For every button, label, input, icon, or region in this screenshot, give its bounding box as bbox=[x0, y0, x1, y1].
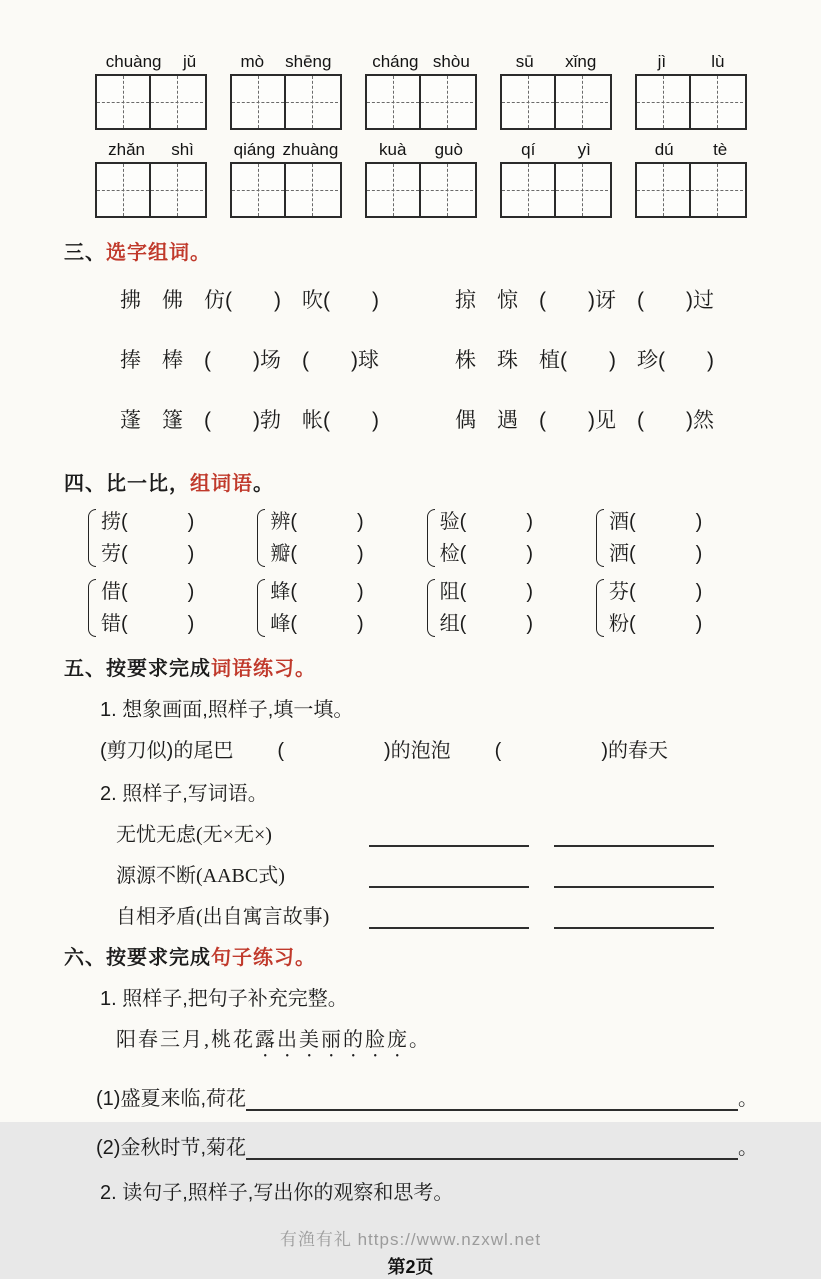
pair-bracket bbox=[427, 509, 435, 567]
pinyin-word-group bbox=[95, 48, 207, 130]
example-sentence bbox=[116, 1023, 821, 1062]
answer-blank bbox=[369, 907, 529, 929]
tianzige-cell bbox=[689, 76, 743, 128]
word-example bbox=[116, 859, 369, 888]
tianzige-cell bbox=[637, 164, 689, 216]
pair-bracket bbox=[596, 579, 604, 637]
pair-character: 借 bbox=[101, 581, 121, 603]
blank-parens: ( ) bbox=[628, 543, 703, 565]
word-choice-group: 偶 遇 ( )见 ( )然 bbox=[455, 409, 714, 432]
pinyin-syllable: lù bbox=[711, 52, 725, 71]
blank-parens: ( ) bbox=[628, 581, 703, 603]
blank-parens: ( ) bbox=[121, 581, 195, 603]
pair-top-line bbox=[440, 576, 533, 608]
pair-bracket bbox=[88, 509, 96, 567]
sentence-stem: (2)金秋时节,菊花 bbox=[96, 1137, 246, 1159]
pair-bottom-line bbox=[270, 538, 363, 570]
section5-item1-label: 1. 想象画面,照样子,填一填。 bbox=[100, 699, 354, 721]
pair-top-line bbox=[609, 576, 702, 608]
blank-parens: ( ) bbox=[628, 511, 703, 533]
fill-example: (剪刀似)的尾巴 bbox=[100, 740, 234, 762]
section-title-black: 比一比， bbox=[106, 473, 190, 495]
pair-bottom-line bbox=[270, 608, 363, 640]
section-number: 五、 bbox=[64, 658, 106, 680]
section-number: 四、 bbox=[64, 473, 106, 495]
answer-blank bbox=[369, 825, 529, 847]
pinyin-word-group bbox=[365, 48, 477, 130]
blank-parens: ( ) bbox=[459, 613, 533, 635]
pinyin-syllable: mò bbox=[240, 52, 265, 71]
section4-body bbox=[0, 506, 821, 640]
pinyin-syllable: jǔ bbox=[183, 52, 197, 71]
section4-heading bbox=[64, 467, 821, 496]
pinyin-row-1 bbox=[95, 48, 747, 130]
example-word: 自相矛盾 bbox=[116, 906, 196, 928]
pair-bracket bbox=[427, 579, 435, 637]
pinyin-row-2 bbox=[95, 136, 747, 218]
tianzige-cell bbox=[97, 76, 149, 128]
sentence-completion-line bbox=[96, 1131, 758, 1160]
word-choice-group: 捧 棒 ( )场 ( )球 bbox=[120, 349, 379, 372]
pinyin-syllable: qiáng bbox=[233, 140, 276, 159]
sentence-end: 。 bbox=[738, 1088, 758, 1110]
pinyin-word-group bbox=[230, 48, 342, 130]
writing-grid bbox=[500, 74, 612, 130]
pinyin-word-group bbox=[635, 48, 747, 130]
answer-blank bbox=[554, 907, 714, 929]
tianzige-cell bbox=[367, 76, 419, 128]
section6-item1-label: 1. 照样子,把句子补充完整。 bbox=[100, 988, 348, 1010]
section3-heading bbox=[64, 236, 821, 265]
tianzige-cell bbox=[689, 164, 743, 216]
pinyin-word-group bbox=[95, 136, 207, 218]
pair-bottom-line bbox=[101, 608, 194, 640]
blank-parens: ( ) bbox=[459, 511, 533, 533]
pair-character: 峰 bbox=[270, 613, 291, 635]
site-watermark: 有渔有礼 https://www.nzxwl.net bbox=[279, 1230, 542, 1249]
pair-character: 瓣 bbox=[270, 543, 291, 565]
blank-parens: ( ) bbox=[459, 581, 533, 603]
pair-top-line bbox=[101, 576, 194, 608]
pair-bottom-line bbox=[609, 608, 702, 640]
tianzige-cell bbox=[284, 164, 338, 216]
sentence-prefix: 阳春三月,桃花 bbox=[116, 1029, 255, 1051]
pinyin-syllable: chuàng bbox=[105, 52, 162, 71]
pinyin-syllable: yì bbox=[577, 140, 591, 159]
tianzige-cell bbox=[232, 164, 284, 216]
word-choice-row bbox=[120, 347, 821, 374]
example-word: 源源不断 bbox=[116, 865, 196, 887]
pinyin-label bbox=[635, 136, 747, 160]
pinyin-syllable: sū bbox=[515, 52, 534, 71]
section5-heading bbox=[64, 652, 821, 681]
pinyin-syllable: dú bbox=[654, 140, 674, 159]
sentence-emphasized: 露出美丽的脸庞 bbox=[255, 1029, 409, 1051]
tianzige-cell bbox=[502, 164, 554, 216]
fill-blank: ( )的春天 bbox=[494, 740, 668, 762]
blank-parens: ( ) bbox=[628, 613, 703, 635]
section-title: 词语练习 bbox=[211, 658, 295, 680]
fill-in-line bbox=[100, 734, 821, 763]
pair-character: 组 bbox=[439, 613, 460, 635]
pinyin-syllable: shì bbox=[171, 140, 194, 159]
pinyin-word-group bbox=[365, 136, 477, 218]
word-pair bbox=[427, 506, 579, 570]
writing-grid bbox=[230, 74, 342, 130]
section6-heading bbox=[64, 941, 821, 970]
word-writing-row bbox=[116, 900, 821, 929]
pinyin-syllable: cháng bbox=[372, 52, 419, 71]
section-number: 三、 bbox=[64, 242, 106, 264]
pair-top-line bbox=[270, 576, 363, 608]
pair-bottom-line bbox=[609, 538, 702, 570]
pinyin-syllable: xǐng bbox=[565, 52, 597, 71]
section-title: 句子练习 bbox=[211, 947, 295, 969]
answer-blank bbox=[369, 866, 529, 888]
tianzige-cell bbox=[419, 76, 473, 128]
word-pair bbox=[596, 576, 748, 640]
pair-character: 洒 bbox=[608, 543, 629, 565]
writing-grid bbox=[635, 162, 747, 218]
example-hint: (无×无×) bbox=[196, 824, 272, 846]
section-period: 。 bbox=[253, 473, 274, 495]
word-pair bbox=[88, 576, 240, 640]
page-number: 第2页 bbox=[387, 1257, 434, 1277]
pinyin-label bbox=[230, 48, 342, 72]
section-number: 六、 bbox=[64, 947, 106, 969]
answer-blank bbox=[246, 1089, 738, 1111]
blank-parens: ( ) bbox=[121, 543, 195, 565]
section6-item2-label: 2. 读句子,照样子,写出你的观察和思考。 bbox=[100, 1182, 454, 1204]
word-pair bbox=[257, 506, 409, 570]
pinyin-syllable: jì bbox=[657, 52, 667, 71]
tianzige-cell bbox=[554, 164, 608, 216]
section-title: 选字组词 bbox=[106, 242, 190, 264]
pair-character: 检 bbox=[439, 543, 460, 565]
tianzige-cell bbox=[637, 76, 689, 128]
section5-item2-label: 2. 照样子,写词语。 bbox=[100, 783, 268, 805]
pinyin-label bbox=[95, 136, 207, 160]
sentence-period: 。 bbox=[409, 1029, 431, 1051]
word-choice-row bbox=[120, 287, 821, 314]
blank-parens: ( ) bbox=[290, 581, 364, 603]
pinyin-syllable: shēng bbox=[285, 52, 332, 71]
tianzige-cell bbox=[97, 164, 149, 216]
word-writing-row bbox=[116, 859, 821, 888]
section3-body bbox=[0, 287, 821, 434]
section-period: 。 bbox=[295, 947, 316, 969]
writing-grid bbox=[365, 74, 477, 130]
blank-parens: ( ) bbox=[459, 543, 533, 565]
pair-character: 劳 bbox=[101, 543, 121, 565]
pinyin-label bbox=[365, 136, 477, 160]
pinyin-word-group bbox=[500, 136, 612, 218]
pair-top-line bbox=[270, 506, 363, 538]
pinyin-syllable: kuà bbox=[379, 140, 407, 159]
tianzige-cell bbox=[554, 76, 608, 128]
word-writing-row bbox=[116, 818, 821, 847]
pair-character: 辨 bbox=[270, 511, 291, 533]
example-word: 无忧无虑 bbox=[116, 824, 196, 846]
pinyin-label bbox=[95, 48, 207, 72]
pair-character: 错 bbox=[101, 613, 121, 635]
pair-top-line bbox=[101, 506, 194, 538]
tianzige-cell bbox=[419, 164, 473, 216]
answer-blank bbox=[554, 866, 714, 888]
example-hint: (出自寓言故事) bbox=[196, 906, 330, 928]
pair-character: 阻 bbox=[439, 581, 460, 603]
tianzige-cell bbox=[149, 164, 203, 216]
writing-grid bbox=[500, 162, 612, 218]
example-hint: (AABC式) bbox=[196, 865, 285, 887]
pair-bracket bbox=[88, 579, 96, 637]
word-pair bbox=[596, 506, 748, 570]
pinyin-label bbox=[500, 136, 612, 160]
pinyin-syllable: zhuàng bbox=[282, 140, 339, 159]
sentence-completion-line bbox=[96, 1082, 758, 1111]
sentence-end: 。 bbox=[738, 1137, 758, 1159]
pinyin-word-group bbox=[500, 48, 612, 130]
word-writing-rows bbox=[0, 818, 821, 929]
pair-character: 蜂 bbox=[270, 581, 291, 603]
tianzige-cell bbox=[284, 76, 338, 128]
pair-character: 验 bbox=[439, 511, 460, 533]
pair-character: 粉 bbox=[608, 613, 629, 635]
word-choice-group: 拂 佛 仿( ) 吹( ) bbox=[120, 289, 379, 312]
pinyin-syllable: guò bbox=[434, 140, 463, 159]
word-choice-group: 株 珠 植( ) 珍( ) bbox=[455, 349, 714, 372]
word-pair bbox=[427, 576, 579, 640]
answer-blank bbox=[246, 1138, 738, 1160]
pinyin-label bbox=[230, 136, 342, 160]
answer-blank bbox=[554, 825, 714, 847]
tianzige-cell bbox=[502, 76, 554, 128]
word-pair bbox=[88, 506, 240, 570]
word-choice-group: 蓬 篷 ( )勃 帐( ) bbox=[120, 409, 379, 432]
pinyin-syllable: zhǎn bbox=[108, 140, 145, 159]
compare-pair-row bbox=[88, 576, 748, 640]
section-title-black: 按要求完成 bbox=[106, 947, 211, 969]
section-period: 。 bbox=[295, 658, 316, 680]
pair-bottom-line bbox=[440, 608, 533, 640]
pair-character: 芬 bbox=[608, 581, 629, 603]
blank-parens: ( ) bbox=[290, 511, 364, 533]
blank-parens: ( ) bbox=[121, 613, 195, 635]
pair-top-line bbox=[609, 506, 702, 538]
tianzige-cell bbox=[232, 76, 284, 128]
section-title-black: 按要求完成 bbox=[106, 658, 211, 680]
pair-bracket bbox=[257, 509, 265, 567]
pinyin-word-group bbox=[230, 136, 342, 218]
blank-parens: ( ) bbox=[290, 613, 364, 635]
writing-grid bbox=[95, 162, 207, 218]
word-pair bbox=[257, 576, 409, 640]
pair-bracket bbox=[257, 579, 265, 637]
fill-blank: ( )的泡泡 bbox=[277, 740, 451, 762]
writing-grid bbox=[230, 162, 342, 218]
pair-character: 捞 bbox=[101, 511, 121, 533]
writing-grid bbox=[365, 162, 477, 218]
pinyin-syllable: qí bbox=[521, 140, 536, 159]
blank-parens: ( ) bbox=[121, 511, 195, 533]
pinyin-syllable: shòu bbox=[432, 52, 470, 71]
tianzige-cell bbox=[367, 164, 419, 216]
pinyin-syllable: tè bbox=[713, 140, 728, 159]
tianzige-cell bbox=[149, 76, 203, 128]
word-choice-group: 掠 惊 ( )讶 ( )过 bbox=[455, 289, 714, 312]
pair-top-line bbox=[440, 506, 533, 538]
compare-pair-row bbox=[88, 506, 748, 570]
blank-parens: ( ) bbox=[290, 543, 364, 565]
sentence-stem: (1)盛夏来临,荷花 bbox=[96, 1088, 246, 1110]
writing-grid bbox=[635, 74, 747, 130]
pinyin-label bbox=[365, 48, 477, 72]
pinyin-word-group bbox=[635, 136, 747, 218]
word-choice-row bbox=[120, 407, 821, 434]
pinyin-label bbox=[500, 48, 612, 72]
word-example bbox=[116, 900, 369, 929]
word-example bbox=[116, 818, 369, 847]
pair-bottom-line bbox=[440, 538, 533, 570]
pinyin-label bbox=[635, 48, 747, 72]
pair-bracket bbox=[596, 509, 604, 567]
pair-character: 酒 bbox=[608, 511, 629, 533]
pair-bottom-line bbox=[101, 538, 194, 570]
section-period: 。 bbox=[190, 242, 211, 264]
writing-grid bbox=[95, 74, 207, 130]
section-title: 组词语 bbox=[190, 473, 253, 495]
